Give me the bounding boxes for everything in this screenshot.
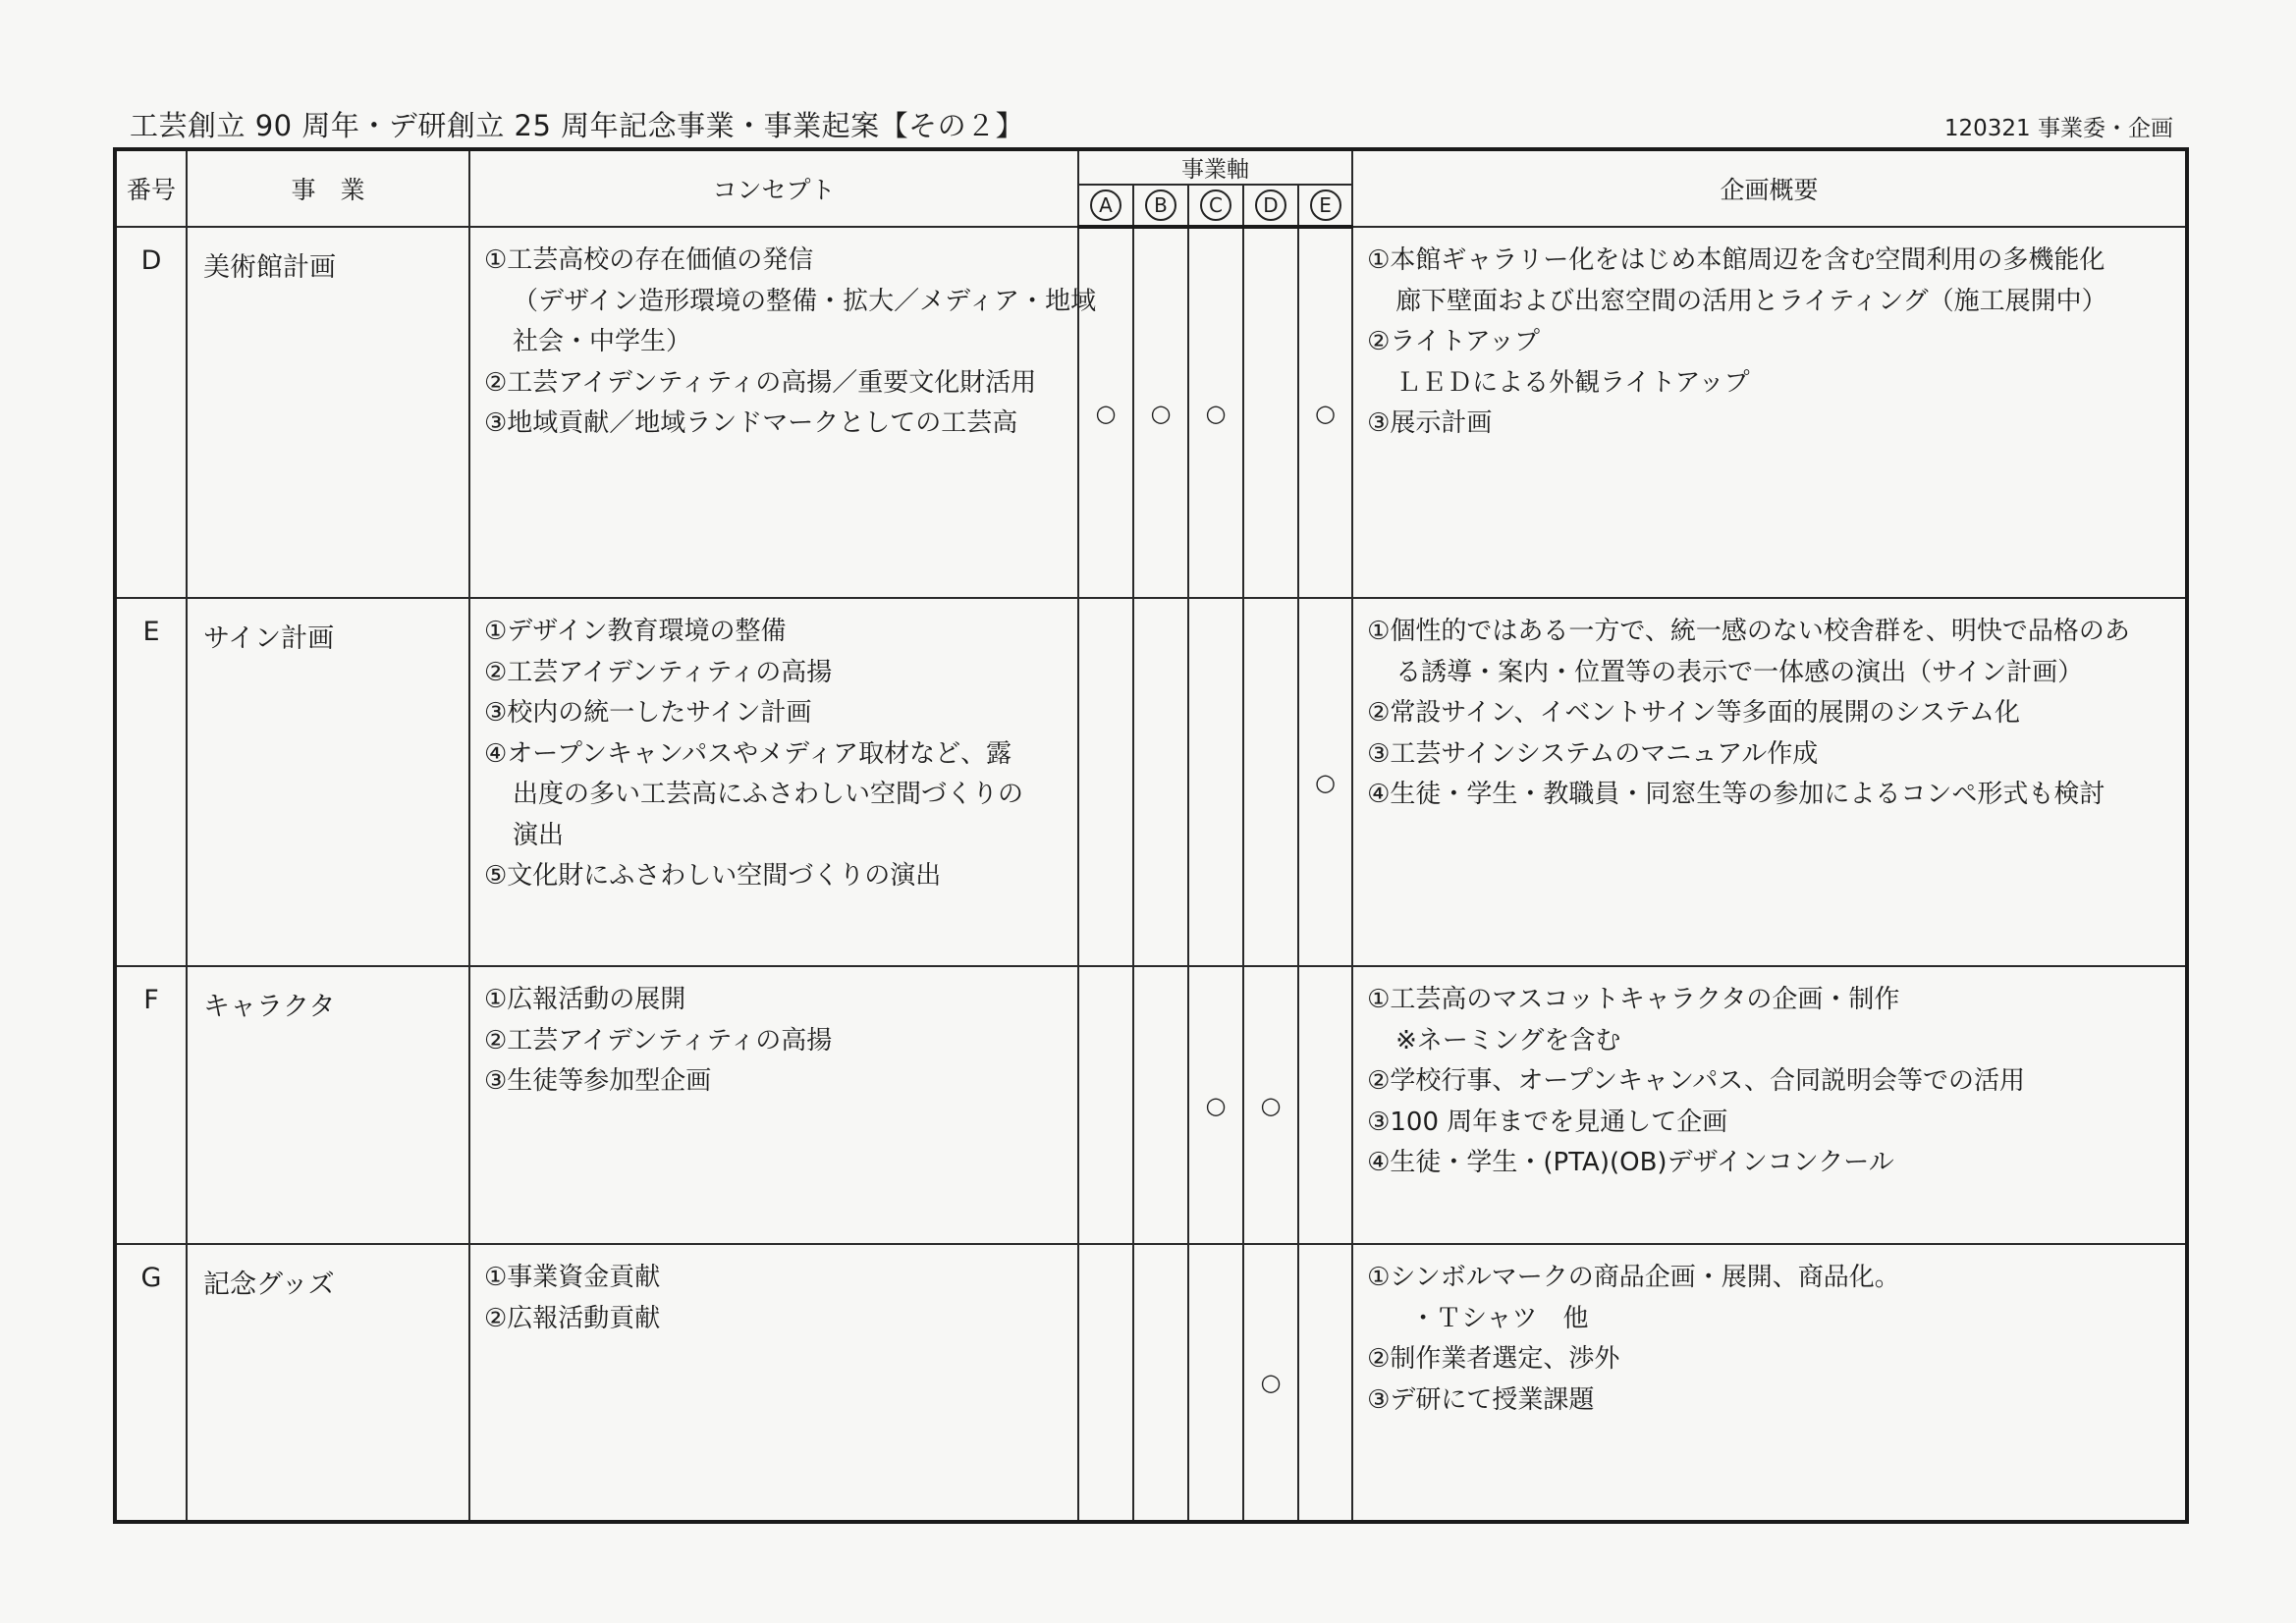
header-axis-a <box>1078 185 1133 227</box>
axis-mark-e: ○ <box>1298 598 1352 966</box>
summary-cell <box>1352 966 2187 1244</box>
summary-line: ④生徒・学生・教職員・同窓生等の参加によるコンペ形式も検討 <box>1367 780 2105 809</box>
concept-cell <box>469 598 1078 966</box>
axis-mark-a <box>1078 1244 1133 1522</box>
concept-line: 社会・中学生） <box>513 327 692 356</box>
axis-mark-b <box>1133 598 1188 966</box>
axis-mark-b: ○ <box>1133 227 1188 598</box>
concept-line: ③校内の統一したサイン計画 <box>484 698 812 728</box>
table-row <box>115 966 2187 1244</box>
axis-mark-a: ○ <box>1078 227 1133 598</box>
concept-line: （デザイン造形環境の整備・拡大／メディア・地域 <box>513 286 1097 316</box>
concept-line: ①事業資金貢献 <box>484 1263 661 1292</box>
row-number: D <box>115 227 187 598</box>
project-name: 美術館計画 <box>187 227 469 598</box>
axis-mark-c: ○ <box>1188 966 1243 1244</box>
axis-mark-c <box>1188 598 1243 966</box>
concept-line: ⑤文化財にふさわしい空間づくりの演出 <box>484 861 942 891</box>
axis-letter-d: D <box>1255 189 1286 221</box>
axis-mark-d: ○ <box>1243 966 1298 1244</box>
summary-line: ②ライトアップ <box>1367 327 1540 356</box>
concept-line: ②広報活動貢献 <box>484 1303 661 1333</box>
concept-line: ①工芸高校の存在価値の発信 <box>484 245 814 275</box>
concept-line: ②工芸アイデンティティの高揚 <box>484 657 833 687</box>
axis-mark-a <box>1078 966 1133 1244</box>
project-name: キャラクタ <box>187 966 469 1244</box>
axis-letter-c: C <box>1200 189 1231 221</box>
axis-mark-c <box>1188 1244 1243 1522</box>
table-row <box>115 227 2187 598</box>
header-axis-e <box>1298 185 1352 227</box>
document-reference: 120321 事業委・企画 <box>1943 116 2173 141</box>
summary-line: ②常設サイン、イベントサイン等多面的展開のシステム化 <box>1367 698 2021 728</box>
row-number: F <box>115 966 187 1244</box>
concept-line: ③生徒等参加型企画 <box>484 1066 712 1096</box>
concept-line: ③地域貢献／地域ランドマークとしての工芸高 <box>484 408 1018 438</box>
document-title: 工芸創立 90 周年・デ研創立 25 周年記念事業・事業起案【その２】 <box>130 109 1025 142</box>
header-concept: コンセプト <box>469 149 1078 227</box>
concept-line: 出度の多い工芸高にふさわしい空間づくりの <box>513 780 1024 809</box>
summary-line: ③100 周年までを見通して企画 <box>1367 1107 1728 1137</box>
axis-letter-b: B <box>1145 189 1176 221</box>
summary-line: ③工芸サインシステムのマニュアル作成 <box>1367 738 1819 769</box>
concept-cell <box>469 966 1078 1244</box>
concept-line: ②工芸アイデンティティの高揚 <box>484 1025 833 1055</box>
summary-line: ※ネーミングを含む <box>1395 1025 1621 1055</box>
project-name: 記念グッズ <box>187 1244 469 1522</box>
summary-line: ①個性的ではある一方で、統一感のない校舎群を、明快で品格のあ <box>1367 617 2130 646</box>
summary-line: ①本館ギャラリー化をはじめ本館周辺を含む空間利用の多機能化 <box>1367 245 2105 275</box>
summary-line: ＬＥＤによる外観ライトアップ <box>1395 367 1750 398</box>
summary-cell <box>1352 598 2187 966</box>
summary-line: ①シンボルマークの商品企画・展開、商品化。 <box>1367 1263 1900 1292</box>
axis-mark-c: ○ <box>1188 227 1243 598</box>
axis-mark-a <box>1078 598 1133 966</box>
axis-mark-b <box>1133 966 1188 1244</box>
concept-line: 演出 <box>513 820 565 850</box>
concept-line: ①デザイン教育環境の整備 <box>484 617 787 646</box>
header-axis-c <box>1188 185 1243 227</box>
summary-cell <box>1352 1244 2187 1522</box>
header-summary: 企画概要 <box>1352 149 2187 227</box>
axis-mark-d: ○ <box>1243 1244 1298 1522</box>
summary-line: ①工芸高のマスコットキャラクタの企画・制作 <box>1367 985 1900 1014</box>
axis-letter-e: E <box>1310 189 1341 221</box>
row-number: E <box>115 598 187 966</box>
summary-line: る誘導・案内・位置等の表示で一体感の演出（サイン計画） <box>1395 657 2084 687</box>
project-table <box>113 147 2189 1524</box>
summary-line: ③展示計画 <box>1367 408 1493 438</box>
header-axis-group: 事業軸 <box>1078 149 1352 185</box>
row-number: G <box>115 1244 187 1522</box>
summary-cell <box>1352 227 2187 598</box>
summary-line: ④生徒・学生・(PTA)(OB)デザインコンクール <box>1367 1148 1894 1177</box>
axis-mark-e: ○ <box>1298 227 1352 598</box>
summary-line: ②制作業者選定、渉外 <box>1367 1344 1620 1374</box>
axis-mark-d <box>1243 598 1298 966</box>
concept-line: ②工芸アイデンティティの高揚／重要文化財活用 <box>484 367 1037 398</box>
project-name: サイン計画 <box>187 598 469 966</box>
concept-cell <box>469 1244 1078 1522</box>
header-number: 番号 <box>115 149 187 227</box>
header-axis-d <box>1243 185 1298 227</box>
summary-line: ③デ研にて授業課題 <box>1367 1384 1595 1415</box>
axis-letter-a: A <box>1090 189 1121 221</box>
axis-mark-e <box>1298 1244 1352 1522</box>
summary-line: ・Ｔシャツ 他 <box>1410 1303 1589 1333</box>
axis-mark-b <box>1133 1244 1188 1522</box>
table-row <box>115 1244 2187 1522</box>
header-axis-b <box>1133 185 1188 227</box>
concept-line: ①広報活動の展開 <box>484 985 686 1014</box>
summary-line: ②学校行事、オープンキャンパス、合同説明会等での活用 <box>1367 1066 2025 1096</box>
axis-mark-d <box>1243 227 1298 598</box>
concept-cell <box>469 227 1097 598</box>
concept-line: ④オープンキャンパスやメディア取材など、露 <box>484 738 1012 769</box>
summary-line: 廊下壁面および出窓空間の活用とライティング（施工展開中） <box>1395 286 2107 316</box>
header-project: 事 業 <box>187 149 469 227</box>
axis-mark-e <box>1298 966 1352 1244</box>
table-row <box>115 598 2187 966</box>
